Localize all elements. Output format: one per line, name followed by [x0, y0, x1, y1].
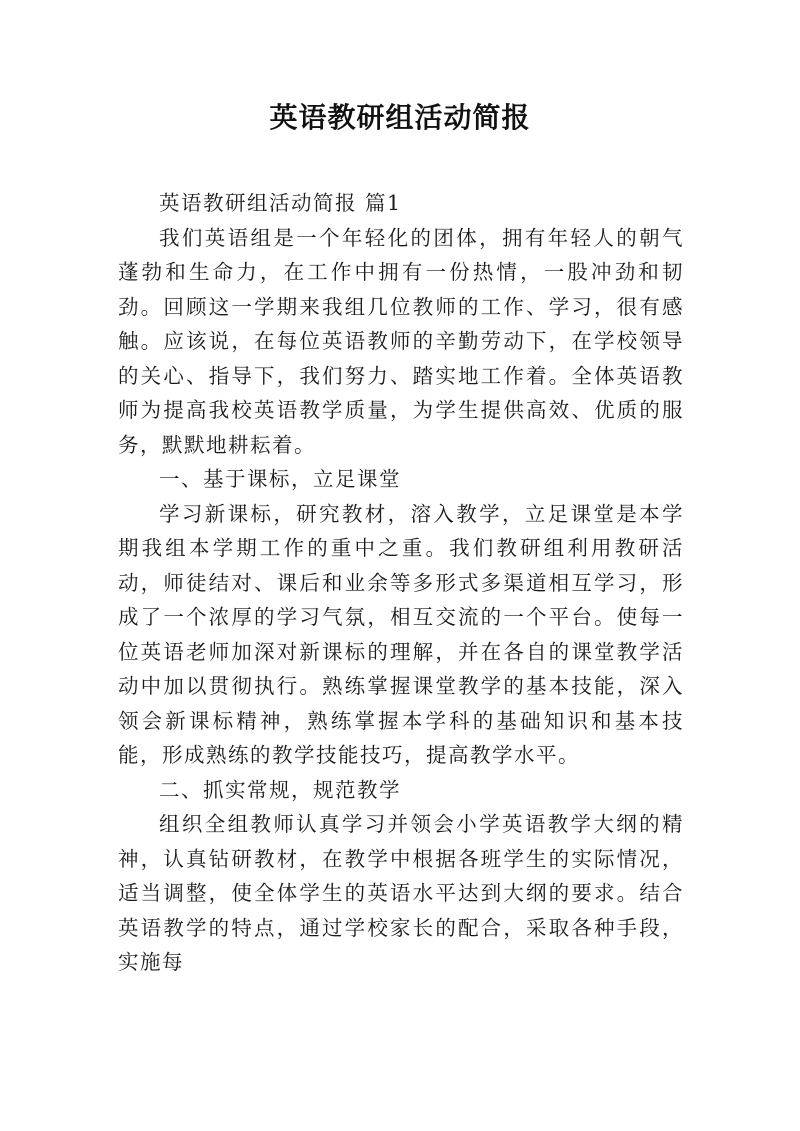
paragraph: 学习新课标，研究教材，溶入教学，立足课堂是本学期我组本学期工作的重中之重。我们教研组利用教研活动，师徒结对、课后和业余等多形式多渠道相互学习，形成了一个浓厚的学习气氛，相互交流的一个平台。使每一位英语老师加深对新课标的理解，并在各自的课堂教学活动中加以贯彻执行。熟练掌握课堂教学的基本技能，深入领会新课标精神，熟练掌握本学科的基础知识和基本技能，形成熟练的教学技能技巧，提高教学水平。 [118, 501, 684, 767]
section-heading: 二、抓实常规，规范教学 [159, 777, 401, 802]
paragraph: 我们英语组是一个年轻化的团体，拥有年轻人的朝气蓬勃和生命力，在工作中拥有一份热情，一股冲劲和韧劲。回顾这一学期来我组几位教师的工作、学习，很有感触。应该说，在每位英语教师的辛勤劳动下，在学校领导的关心、指导下，我们努力、踏实地工作着。全体英语教师为提高我校英语教学质量，为学生提供高效、优质的服务，默默地耕耘着。 [118, 225, 684, 457]
document-body [118, 186, 684, 980]
paragraph: 组织全组教师认真学习并领会小学英语教学大纲的精神，认真钻研教材，在教学中根据各班学生的实际情况，适当调整，使全体学生的英语水平达到大纲的要求。结合英语教学的特点，通过学校家长的配合，采取各种手段，实施每 [118, 812, 684, 974]
section-heading: 英语教研组活动简报 篇1 [159, 191, 402, 215]
document-title: 英语教研组活动简报 [269, 101, 531, 134]
section-heading: 一、基于课标，立足课堂 [159, 467, 401, 491]
